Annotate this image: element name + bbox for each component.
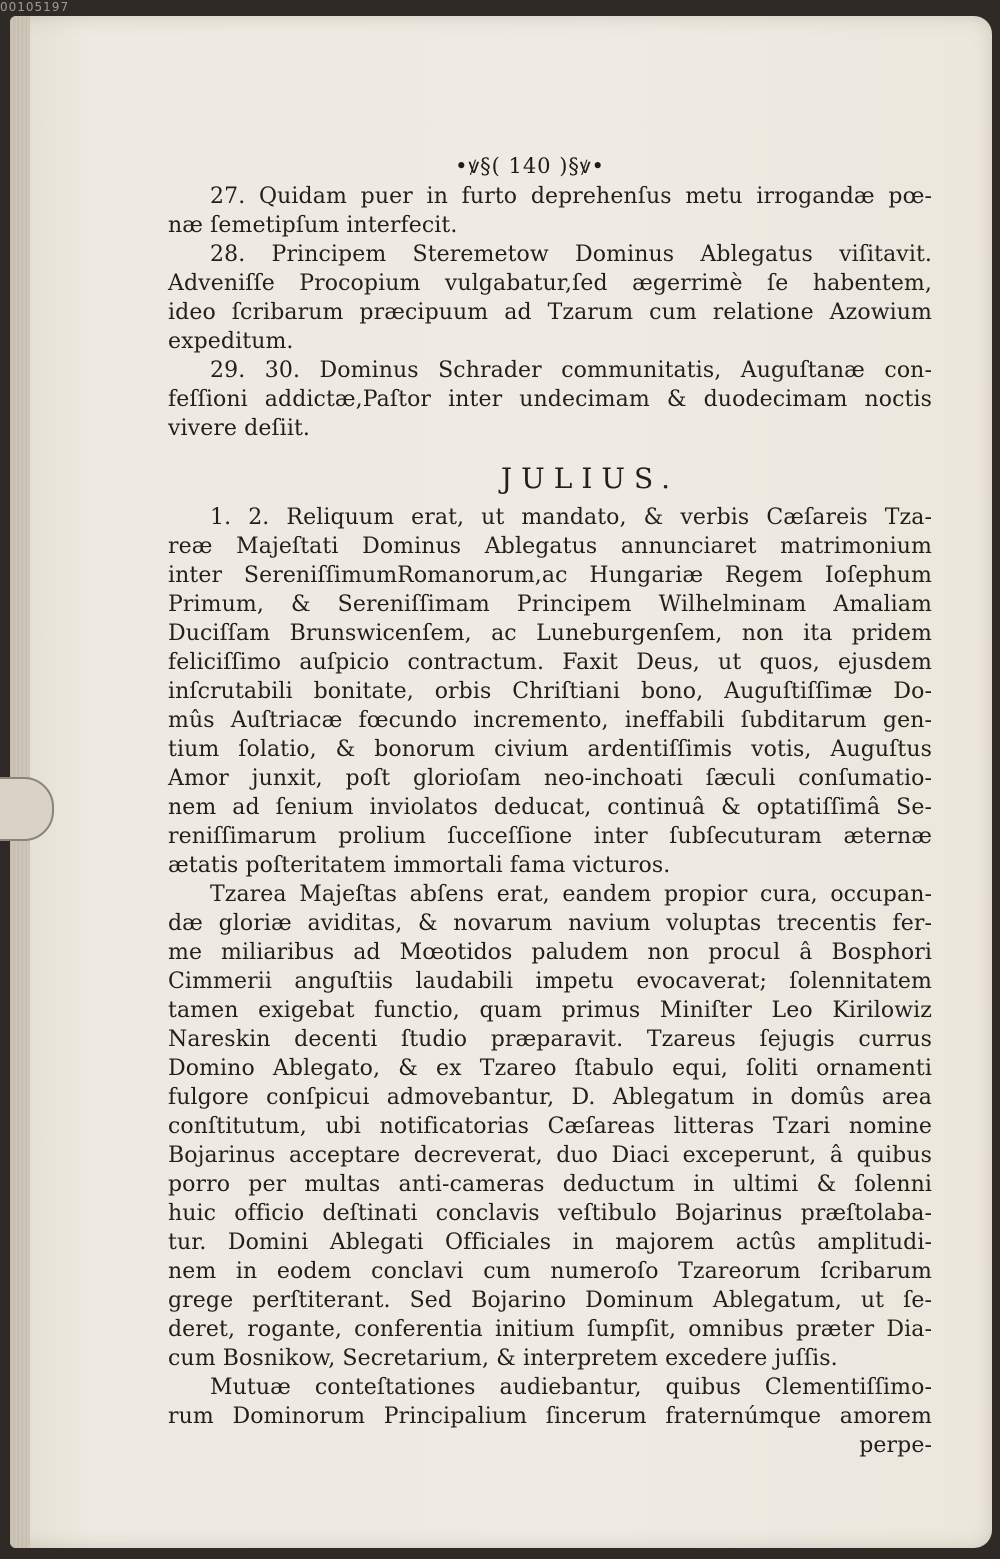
text-line: inter SereniſſimumRomanorum,ac Hungariæ Regem Ioſephum	[168, 563, 932, 588]
text-line: Duciſſam Brunswicenſem, ac Luneburgenſem, non ita pridem	[168, 621, 932, 646]
text-line: Cimmerii anguſtiis laudabili impetu evocaverat; ſolennitatem	[168, 969, 932, 994]
page-text	[168, 150, 932, 1460]
diary-entry-28	[168, 240, 932, 356]
text-line: dæ gloriæ aviditas, & novarum navium voluptas trecentis fer-	[168, 911, 932, 936]
text-line: grege perſtiterant. Sed Bojarino Dominum Ablegatum, ut ſe-	[168, 1288, 932, 1313]
text-line: Amor junxit, poſt glorioſam neo-inchoati ſæculi conſumatio-	[168, 766, 932, 791]
diary-entry-29-30	[168, 356, 932, 443]
text-line: conſtitutum, ubi notificatorias Cæſareas litteras Tzari nomine	[168, 1114, 932, 1139]
text-line: nem in eodem conclavi cum numeroſo Tzareorum ſcribarum	[168, 1259, 932, 1284]
text-line: vivere deſiit.	[168, 416, 310, 441]
text-line: porro per multas anti-cameras deductum in ultimi & ſolenni	[168, 1172, 932, 1197]
text-line: Tzarea Majeſtas abſens erat, eandem propior cura, occupan-	[210, 882, 932, 907]
text-line: næ ſemetipſum interfecit.	[168, 213, 458, 238]
paragraph-mutuae-contestationes	[168, 1373, 932, 1431]
text-line: Mutuæ conteſtationes audiebantur, quibus Clementiſſimo-	[210, 1375, 932, 1400]
text-line: tur. Domini Ablegati Officiales in majorem actûs amplitudi-	[168, 1230, 932, 1255]
text-line: Adveniſſe Procopium vulgabatur,ſed ægerrimè ſe habentem,	[168, 271, 932, 296]
text-line: tamen exigebat functio, quam primus Miniſter Leo Kirilowiz	[168, 998, 932, 1023]
section-title-julius: JULIUS.	[500, 462, 680, 495]
catchword: perpe-	[859, 1433, 932, 1458]
text-line: 28. Principem Steremetow Dominus Ablegatus viſitavit.	[210, 242, 932, 267]
text-line: mûs Auſtriacæ fœcundo incremento, ineffabili ſubditarum gen-	[168, 708, 932, 733]
text-line: me miliaribus ad Mœotidos paludem non procul â Bosphori	[168, 940, 932, 965]
text-line: 1. 2. Reliquum erat, ut mandato, & verbis Cæſareis Tza-	[210, 505, 932, 530]
text-line: expeditum.	[168, 329, 294, 354]
text-line: feliciſſimo auſpicio contractum. Faxit Deus, ut quos, ejusdem	[168, 650, 932, 675]
text-line: cum Bosnikow, Secretarium, & interpretem excedere juſſis.	[168, 1346, 838, 1371]
text-line: reæ Majeſtati Dominus Ablegatus annunciaret matrimonium	[168, 534, 932, 559]
diary-entry-27	[168, 182, 932, 240]
text-line: ideo ſcribarum præcipuum ad Tzarum cum relatione Azowium	[168, 300, 932, 325]
paragraph-julius-1-2	[168, 503, 932, 880]
text-line: 29. 30. Dominus Schrader communitatis, Auguſtanæ con-	[210, 358, 932, 383]
text-line: ætatis poſteritatem immortali fama victuros.	[168, 853, 671, 878]
text-line: nem ad ſenium inviolatos deducat, continuâ & optatiſſimâ Se-	[168, 795, 932, 820]
text-line: Primum, & Sereniſſimam Principem Wilhelminam Amaliam	[168, 592, 932, 617]
text-line: Domino Ablegato, & ex Tzareo ſtabulo equi, ſoliti ornamenti	[168, 1056, 932, 1081]
text-line: Nareskin decenti ſtudio præparavit. Tzareus ſejugis currus	[168, 1027, 932, 1052]
page-header: •ꝟ§( 140 )§ꝟ•	[455, 154, 605, 178]
text-line: 27. Quidam puer in furto deprehenſus metu irrogandæ pœ-	[210, 184, 932, 209]
text-line: inſcrutabili bonitate, orbis Chriſtiani bono, Auguſtiſſimæ Do-	[168, 679, 932, 704]
text-line: deret, rogante, conferentia initium ſumpſit, omnibus præter Dia-	[168, 1317, 932, 1342]
paragraph-tzarea-majestas	[168, 880, 932, 1373]
text-line: Bojarinus acceptare decreverat, duo Diaci exceperunt, â quibus	[168, 1143, 932, 1168]
text-line: fulgore conſpicui admovebantur, D. Ablegatum in domûs area	[168, 1085, 932, 1110]
text-line: tium ſolatio, & bonorum civium ardentiſſimis votis, Auguſtus	[168, 737, 932, 762]
text-line: reniſſimarum prolium ſucceſſione inter ſubſecuturam æternæ	[168, 824, 932, 849]
scan-id-label: 00105197	[0, 0, 70, 14]
text-line: rum Dominorum Principalium ſincerum fraternúmque amorem	[168, 1404, 932, 1429]
text-line: huic officio deſtinati conclavis veſtibulo Bojarinus præſtolaba-	[168, 1201, 932, 1226]
page-clip-tab	[0, 777, 54, 841]
text-line: feſſioni addictæ,Paſtor inter undecimam & duodecimam noctis	[168, 387, 932, 412]
